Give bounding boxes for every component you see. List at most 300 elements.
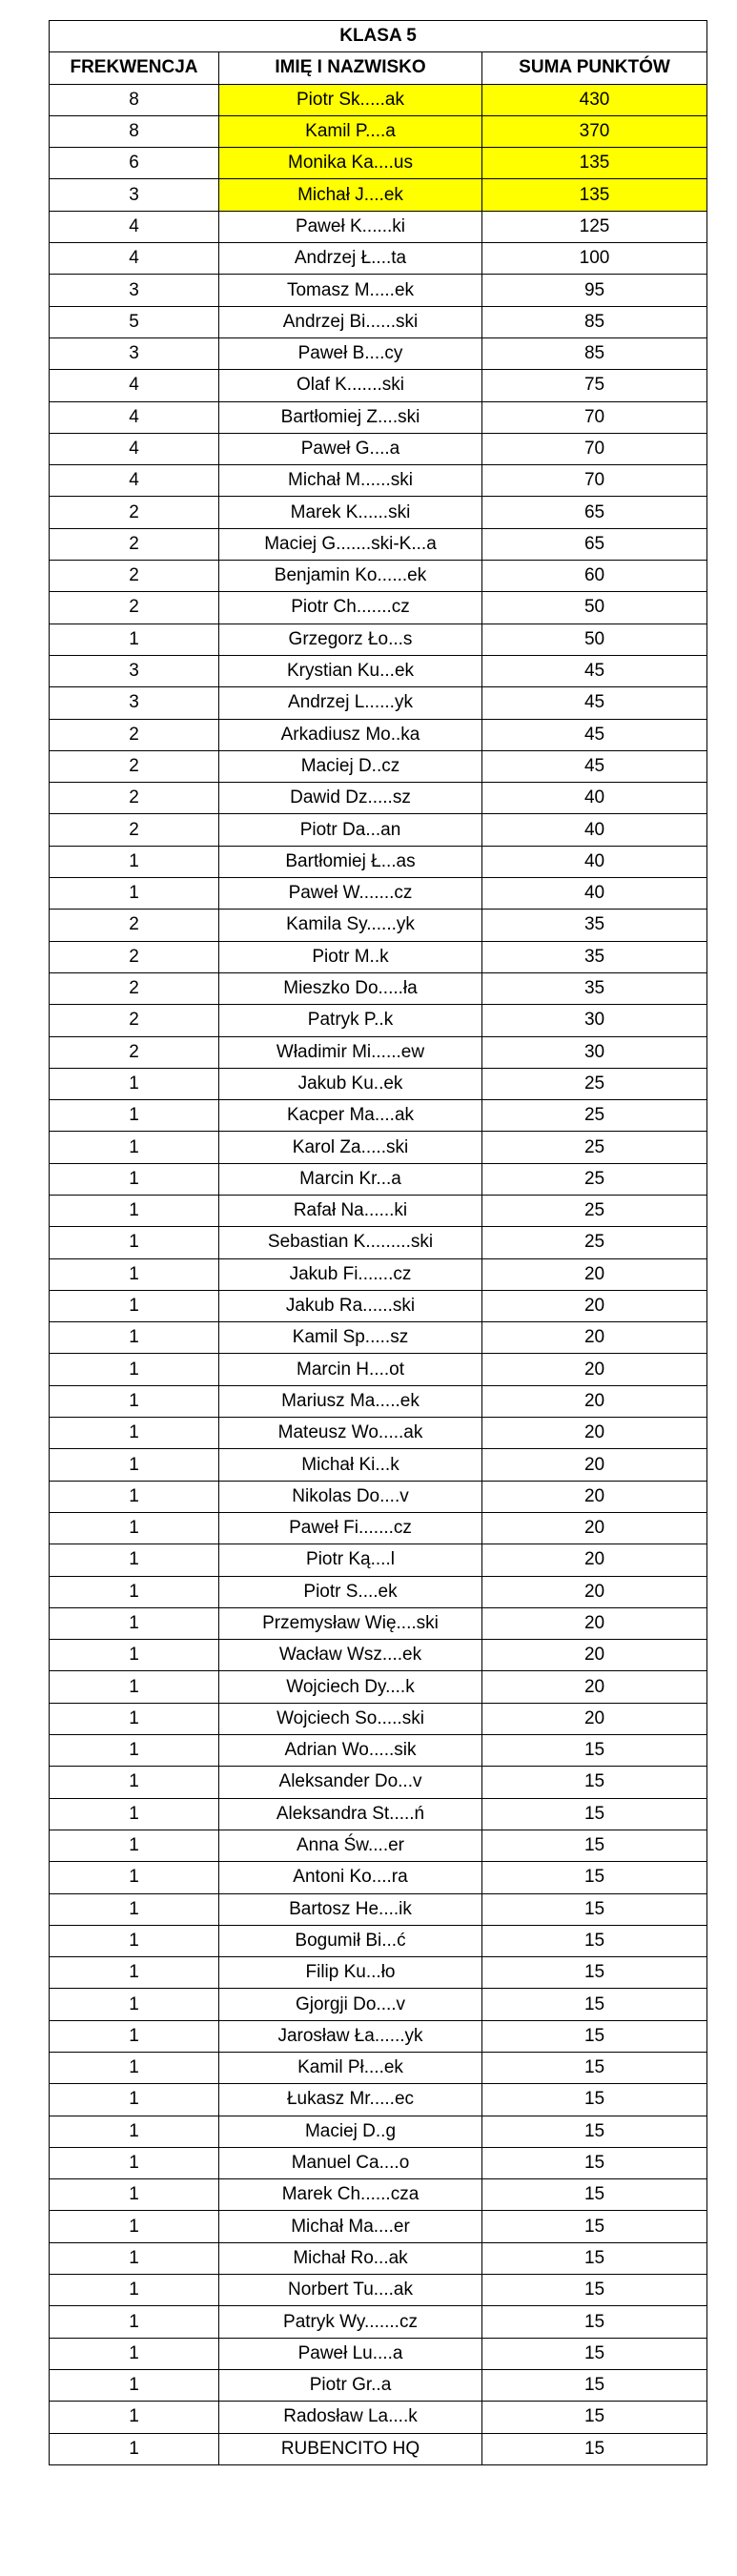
name-cell: RUBENCITO HQ (219, 2433, 482, 2464)
name-cell: Kamil Sp.....sz (219, 1322, 482, 1354)
points-cell: 15 (482, 2053, 707, 2084)
name-cell: Patryk Wy.......cz (219, 2306, 482, 2338)
points-cell: 45 (482, 687, 707, 719)
points-cell: 40 (482, 846, 707, 877)
table-row (50, 275, 707, 306)
points-cell: 20 (482, 1354, 707, 1385)
attendance-cell: 3 (50, 275, 219, 306)
table-row (50, 2147, 707, 2178)
attendance-cell: 1 (50, 2433, 219, 2464)
name-cell: Marek Ch......cza (219, 2179, 482, 2211)
table-row (50, 2116, 707, 2147)
points-cell: 35 (482, 910, 707, 941)
name-cell: Krystian Ku...ek (219, 655, 482, 686)
table-row (50, 1862, 707, 1893)
name-cell: Adrian Wo.....sik (219, 1735, 482, 1767)
table-row (50, 1258, 707, 1290)
name-cell: Jakub Ku..ek (219, 1068, 482, 1099)
points-cell: 75 (482, 370, 707, 401)
points-cell: 30 (482, 1036, 707, 1068)
name-cell: Maciej D..cz (219, 750, 482, 782)
name-cell: Filip Ku...ło (219, 1957, 482, 1989)
attendance-cell: 2 (50, 750, 219, 782)
table-row (50, 179, 707, 211)
name-cell: Tomasz M.....ek (219, 275, 482, 306)
points-cell: 135 (482, 179, 707, 211)
table-row (50, 528, 707, 560)
header-attendance: FREKWENCJA (50, 52, 219, 84)
points-cell: 15 (482, 2242, 707, 2274)
attendance-cell: 1 (50, 1989, 219, 2020)
table-row (50, 1607, 707, 1639)
points-cell: 25 (482, 1100, 707, 1132)
points-cell: 20 (482, 1512, 707, 1544)
name-cell: Piotr M..k (219, 941, 482, 972)
table-row (50, 1195, 707, 1226)
attendance-cell: 1 (50, 2211, 219, 2242)
attendance-cell: 2 (50, 719, 219, 750)
points-cell: 430 (482, 84, 707, 115)
table-row (50, 243, 707, 275)
name-cell: Olaf K.......ski (219, 370, 482, 401)
attendance-cell: 1 (50, 1607, 219, 1639)
table-row (50, 1893, 707, 1925)
name-cell: Wojciech Dy....k (219, 1671, 482, 1703)
attendance-cell: 1 (50, 1258, 219, 1290)
name-cell: Mariusz Ma.....ek (219, 1385, 482, 1417)
table-row (50, 1068, 707, 1099)
points-cell: 20 (482, 1640, 707, 1671)
name-cell: Kamil P....a (219, 115, 482, 147)
table-row (50, 1576, 707, 1607)
attendance-cell: 1 (50, 1322, 219, 1354)
name-cell: Mateusz Wo.....ak (219, 1418, 482, 1449)
table-row (50, 2084, 707, 2116)
table-row (50, 846, 707, 877)
attendance-cell: 1 (50, 2116, 219, 2147)
name-cell: Michał J....ek (219, 179, 482, 211)
name-cell: Piotr Da...an (219, 814, 482, 846)
attendance-cell: 1 (50, 624, 219, 655)
points-cell: 35 (482, 941, 707, 972)
points-cell: 35 (482, 972, 707, 1004)
name-cell: Jarosław Ła......yk (219, 2020, 482, 2052)
attendance-cell: 1 (50, 1449, 219, 1481)
name-cell: Wojciech So.....ski (219, 1703, 482, 1734)
table-row (50, 433, 707, 464)
table-row (50, 941, 707, 972)
table-row (50, 1671, 707, 1703)
points-cell: 25 (482, 1132, 707, 1163)
attendance-cell: 3 (50, 687, 219, 719)
attendance-cell: 1 (50, 1925, 219, 1956)
points-cell: 50 (482, 624, 707, 655)
attendance-cell: 2 (50, 561, 219, 592)
attendance-cell: 8 (50, 115, 219, 147)
attendance-cell: 1 (50, 2053, 219, 2084)
name-cell: Aleksandra St.....ń (219, 1798, 482, 1830)
name-cell: Paweł K......ki (219, 211, 482, 242)
points-cell: 40 (482, 783, 707, 814)
table-row (50, 561, 707, 592)
score-sheet (49, 20, 706, 2465)
attendance-cell: 5 (50, 306, 219, 337)
header-name: IMIĘ I NAZWISKO (219, 52, 482, 84)
table-row (50, 2402, 707, 2433)
table-row (50, 84, 707, 115)
table-body (50, 84, 707, 2464)
points-cell: 15 (482, 2275, 707, 2306)
name-cell: Kacper Ma....ak (219, 1100, 482, 1132)
points-cell: 370 (482, 115, 707, 147)
table-row (50, 624, 707, 655)
name-cell: Sebastian K.........ski (219, 1227, 482, 1258)
name-cell: Marek K......ski (219, 497, 482, 528)
name-cell: Kamil Pł....ek (219, 2053, 482, 2084)
name-cell: Norbert Tu....ak (219, 2275, 482, 2306)
points-cell: 25 (482, 1195, 707, 1226)
points-cell: 15 (482, 2433, 707, 2464)
title-row (50, 21, 707, 52)
table-row (50, 1385, 707, 1417)
attendance-cell: 1 (50, 878, 219, 910)
points-cell: 15 (482, 1735, 707, 1767)
points-cell: 20 (482, 1481, 707, 1512)
attendance-cell: 1 (50, 2338, 219, 2369)
table-row (50, 1830, 707, 1861)
name-cell: Maciej D..g (219, 2116, 482, 2147)
attendance-cell: 1 (50, 2306, 219, 2338)
header-row (50, 52, 707, 84)
table-row (50, 2275, 707, 2306)
attendance-cell: 1 (50, 2084, 219, 2116)
attendance-cell: 1 (50, 1100, 219, 1132)
name-cell: Bogumił Bi...ć (219, 1925, 482, 1956)
attendance-cell: 1 (50, 846, 219, 877)
table-row (50, 1449, 707, 1481)
table-row (50, 2211, 707, 2242)
table-row (50, 2369, 707, 2401)
table-row (50, 337, 707, 369)
name-cell: Kamila Sy......yk (219, 910, 482, 941)
points-cell: 15 (482, 1862, 707, 1893)
name-cell: Andrzej L......yk (219, 687, 482, 719)
name-cell: Marcin Kr...a (219, 1163, 482, 1195)
name-cell: Bartłomiej Z....ski (219, 401, 482, 433)
name-cell: Aleksander Do...v (219, 1767, 482, 1798)
attendance-cell: 3 (50, 337, 219, 369)
attendance-cell: 3 (50, 179, 219, 211)
attendance-cell: 1 (50, 1830, 219, 1861)
name-cell: Marcin H....ot (219, 1354, 482, 1385)
points-cell: 20 (482, 1258, 707, 1290)
name-cell: Patryk P..k (219, 1005, 482, 1036)
points-cell: 20 (482, 1385, 707, 1417)
name-cell: Łukasz Mr.....ec (219, 2084, 482, 2116)
points-cell: 15 (482, 2020, 707, 2052)
name-cell: Michał Ma....er (219, 2211, 482, 2242)
attendance-cell: 4 (50, 370, 219, 401)
table-row (50, 814, 707, 846)
table-row (50, 1481, 707, 1512)
attendance-cell: 4 (50, 211, 219, 242)
attendance-cell: 1 (50, 1640, 219, 1671)
points-cell: 15 (482, 2211, 707, 2242)
table-row (50, 1640, 707, 1671)
points-cell: 15 (482, 1830, 707, 1861)
attendance-cell: 1 (50, 1163, 219, 1195)
attendance-cell: 1 (50, 1576, 219, 1607)
attendance-cell: 2 (50, 910, 219, 941)
points-cell: 20 (482, 1607, 707, 1639)
table-row (50, 972, 707, 1004)
table-row (50, 1512, 707, 1544)
points-cell: 95 (482, 275, 707, 306)
table-row (50, 1036, 707, 1068)
table-row (50, 2020, 707, 2052)
name-cell: Andrzej Bi......ski (219, 306, 482, 337)
points-cell: 65 (482, 528, 707, 560)
table-row (50, 2179, 707, 2211)
name-cell: Monika Ka....us (219, 148, 482, 179)
table-row (50, 1100, 707, 1132)
points-cell: 20 (482, 1576, 707, 1607)
attendance-cell: 4 (50, 465, 219, 497)
header-points: SUMA PUNKTÓW (482, 52, 707, 84)
table-row (50, 878, 707, 910)
attendance-cell: 8 (50, 84, 219, 115)
table-row (50, 1925, 707, 1956)
name-cell: Władimir Mi......ew (219, 1036, 482, 1068)
name-cell: Paweł W.......cz (219, 878, 482, 910)
points-cell: 60 (482, 561, 707, 592)
name-cell: Antoni Ko....ra (219, 1862, 482, 1893)
points-cell: 15 (482, 1798, 707, 1830)
attendance-cell: 6 (50, 148, 219, 179)
attendance-cell: 4 (50, 401, 219, 433)
points-cell: 15 (482, 2116, 707, 2147)
points-cell: 125 (482, 211, 707, 242)
table-row (50, 592, 707, 624)
table-row (50, 1227, 707, 1258)
table-row (50, 1005, 707, 1036)
attendance-cell: 2 (50, 814, 219, 846)
attendance-cell: 1 (50, 1068, 219, 1099)
name-cell: Karol Za.....ski (219, 1132, 482, 1163)
attendance-cell: 1 (50, 1418, 219, 1449)
table-row (50, 211, 707, 242)
points-cell: 15 (482, 1893, 707, 1925)
attendance-cell: 1 (50, 2369, 219, 2401)
points-cell: 85 (482, 306, 707, 337)
name-cell: Rafał Na......ki (219, 1195, 482, 1226)
points-cell: 15 (482, 1767, 707, 1798)
attendance-cell: 2 (50, 941, 219, 972)
name-cell: Michał M......ski (219, 465, 482, 497)
attendance-cell: 4 (50, 433, 219, 464)
points-cell: 20 (482, 1290, 707, 1321)
table-row (50, 2306, 707, 2338)
attendance-cell: 1 (50, 1544, 219, 1576)
attendance-cell: 2 (50, 592, 219, 624)
table-row (50, 370, 707, 401)
name-cell: Andrzej Ł....ta (219, 243, 482, 275)
table-row (50, 655, 707, 686)
attendance-cell: 1 (50, 1385, 219, 1417)
points-cell: 100 (482, 243, 707, 275)
points-cell: 15 (482, 2179, 707, 2211)
table-row (50, 2433, 707, 2464)
table-row (50, 2242, 707, 2274)
attendance-cell: 2 (50, 972, 219, 1004)
points-cell: 15 (482, 2084, 707, 2116)
name-cell: Anna Św....er (219, 1830, 482, 1861)
name-cell: Manuel Ca....o (219, 2147, 482, 2178)
points-cell: 70 (482, 465, 707, 497)
attendance-cell: 1 (50, 1893, 219, 1925)
table-row (50, 1767, 707, 1798)
name-cell: Michał Ki...k (219, 1449, 482, 1481)
name-cell: Piotr Gr..a (219, 2369, 482, 2401)
attendance-cell: 1 (50, 1354, 219, 1385)
points-cell: 85 (482, 337, 707, 369)
name-cell: Piotr S....ek (219, 1576, 482, 1607)
table-row (50, 148, 707, 179)
points-cell: 45 (482, 750, 707, 782)
points-cell: 40 (482, 878, 707, 910)
attendance-cell: 2 (50, 1005, 219, 1036)
table-title: KLASA 5 (50, 21, 707, 52)
attendance-cell: 1 (50, 1862, 219, 1893)
name-cell: Piotr Ką....l (219, 1544, 482, 1576)
name-cell: Jakub Ra......ski (219, 1290, 482, 1321)
attendance-cell: 1 (50, 1290, 219, 1321)
points-cell: 15 (482, 2147, 707, 2178)
name-cell: Gjorgji Do....v (219, 1989, 482, 2020)
name-cell: Grzegorz Ło...s (219, 624, 482, 655)
name-cell: Michał Ro...ak (219, 2242, 482, 2274)
name-cell: Bartłomiej Ł...as (219, 846, 482, 877)
name-cell: Mieszko Do.....ła (219, 972, 482, 1004)
name-cell: Radosław La....k (219, 2402, 482, 2433)
table-row (50, 2053, 707, 2084)
points-cell: 15 (482, 2306, 707, 2338)
attendance-cell: 1 (50, 1735, 219, 1767)
points-cell: 50 (482, 592, 707, 624)
attendance-cell: 1 (50, 1481, 219, 1512)
points-cell: 25 (482, 1163, 707, 1195)
points-cell: 65 (482, 497, 707, 528)
points-cell: 15 (482, 1989, 707, 2020)
points-cell: 135 (482, 148, 707, 179)
attendance-cell: 1 (50, 1512, 219, 1544)
attendance-cell: 1 (50, 1227, 219, 1258)
table-row (50, 1163, 707, 1195)
name-cell: Maciej G.......ski-K...a (219, 528, 482, 560)
table-row (50, 719, 707, 750)
points-cell: 15 (482, 2369, 707, 2401)
points-cell: 30 (482, 1005, 707, 1036)
attendance-cell: 1 (50, 2242, 219, 2274)
attendance-cell: 2 (50, 783, 219, 814)
points-cell: 70 (482, 433, 707, 464)
attendance-cell: 1 (50, 1767, 219, 1798)
table-row (50, 1989, 707, 2020)
attendance-cell: 1 (50, 1798, 219, 1830)
points-cell: 20 (482, 1671, 707, 1703)
points-cell: 15 (482, 2338, 707, 2369)
points-cell: 70 (482, 401, 707, 433)
attendance-cell: 1 (50, 2402, 219, 2433)
points-cell: 20 (482, 1322, 707, 1354)
table-row (50, 306, 707, 337)
table-row (50, 465, 707, 497)
points-cell: 20 (482, 1418, 707, 1449)
attendance-cell: 3 (50, 655, 219, 686)
table-row (50, 1703, 707, 1734)
name-cell: Nikolas Do....v (219, 1481, 482, 1512)
name-cell: Bartosz He....ik (219, 1893, 482, 1925)
table-row (50, 687, 707, 719)
table-row (50, 1418, 707, 1449)
table-row (50, 1735, 707, 1767)
table-row (50, 2338, 707, 2369)
points-cell: 45 (482, 655, 707, 686)
attendance-cell: 1 (50, 1703, 219, 1734)
table-row (50, 401, 707, 433)
points-cell: 15 (482, 1957, 707, 1989)
table-row (50, 497, 707, 528)
table-row (50, 1957, 707, 1989)
name-cell: Jakub Fi.......cz (219, 1258, 482, 1290)
attendance-cell: 2 (50, 528, 219, 560)
attendance-cell: 2 (50, 1036, 219, 1068)
points-cell: 25 (482, 1068, 707, 1099)
points-cell: 40 (482, 814, 707, 846)
table-row (50, 1290, 707, 1321)
name-cell: Dawid Dz.....sz (219, 783, 482, 814)
points-cell: 20 (482, 1703, 707, 1734)
name-cell: Piotr Sk.....ak (219, 84, 482, 115)
name-cell: Paweł B....cy (219, 337, 482, 369)
table-row (50, 1354, 707, 1385)
attendance-cell: 1 (50, 1957, 219, 1989)
table-row (50, 1322, 707, 1354)
table-row (50, 1132, 707, 1163)
attendance-cell: 1 (50, 2275, 219, 2306)
table-row (50, 1544, 707, 1576)
name-cell: Piotr Ch.......cz (219, 592, 482, 624)
name-cell: Arkadiusz Mo..ka (219, 719, 482, 750)
attendance-cell: 1 (50, 1671, 219, 1703)
points-cell: 25 (482, 1227, 707, 1258)
table-row (50, 783, 707, 814)
table-row (50, 750, 707, 782)
points-cell: 20 (482, 1449, 707, 1481)
attendance-cell: 1 (50, 2020, 219, 2052)
name-cell: Wacław Wsz....ek (219, 1640, 482, 1671)
attendance-cell: 1 (50, 2179, 219, 2211)
table-row (50, 910, 707, 941)
points-cell: 45 (482, 719, 707, 750)
attendance-cell: 1 (50, 1132, 219, 1163)
attendance-cell: 4 (50, 243, 219, 275)
name-cell: Paweł G....a (219, 433, 482, 464)
name-cell: Paweł Fi.......cz (219, 1512, 482, 1544)
attendance-cell: 2 (50, 497, 219, 528)
results-table (49, 20, 707, 2465)
name-cell: Przemysław Wię....ski (219, 1607, 482, 1639)
